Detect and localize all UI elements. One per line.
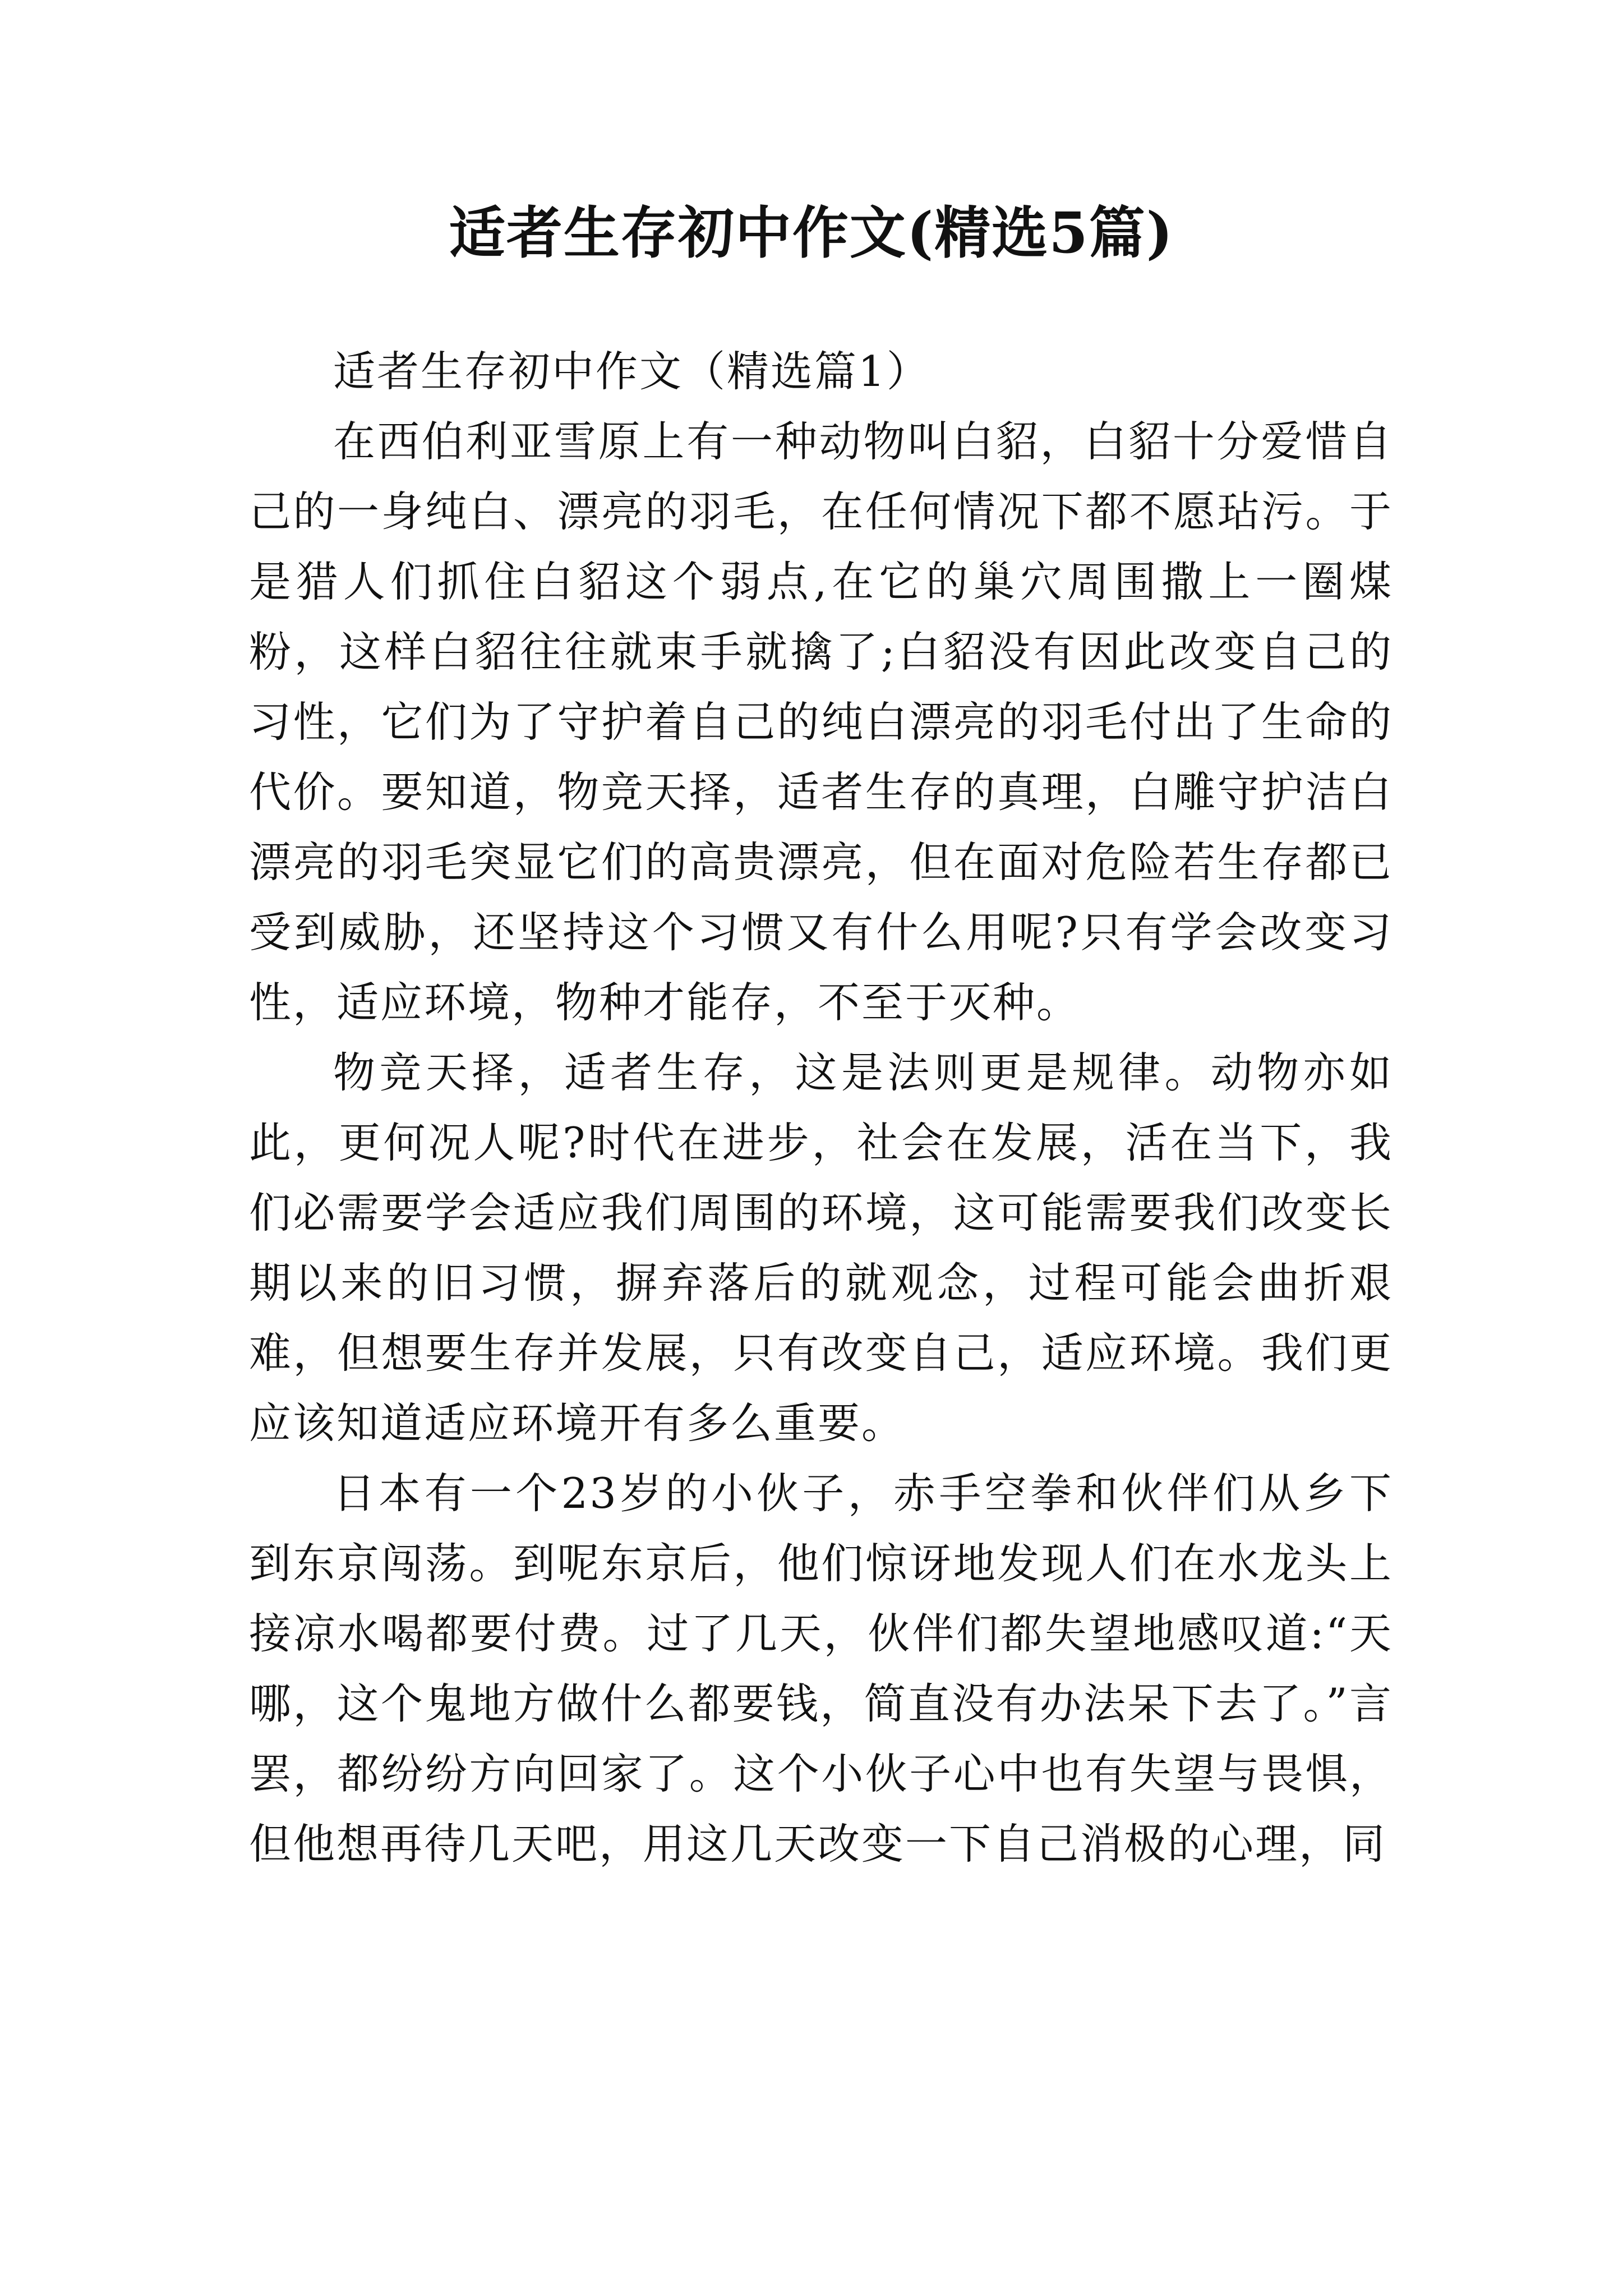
paragraph: 日本有一个23岁的小伙子，赤手空拳和伙伴们从乡下到东京闯荡。到呢东京后，他们惊讶地发现人们在水龙头上接凉水喝都要付费。过了几天，伙伴们都失望地感叹道:“天哪，这个鬼地方做什么都要钱，简直没有办法呆下去了。”言罢，都纷纷方向回家了。这个小伙子心中也有失望与畏惧，但他想再待几天吧，用这几天改变一下自己消极的心理，同 xyxy=(249,1469,1393,1869)
paragraph: 物竞天择，适者生存，这是法则更是规律。动物亦如此，更何况人呢?时代在进步，社会在发展，活在当下，我们必需要学会适应我们周围的环境，这可能需要我们改变长期以来的旧习惯，摒弃落后的就观念，过程可能会曲折艰难，但想要生存并发展，只有改变自己，适应环境。我们更应该知道适应环境开有多么重要。 xyxy=(249,1048,1393,1448)
section-heading: 适者生存初中作文（精选篇1） xyxy=(333,347,930,396)
document-body xyxy=(249,337,1393,1879)
paragraph: 在西伯利亚雪原上有一种动物叫白貂，白貂十分爱惜自己的一身纯白、漂亮的羽毛，在任何情况下都不愿玷污。于是猎人们抓住白貂这个弱点,在它的巢穴周围撒上一圈煤粉，这样白貂往往就束手就擒了;白貂没有因此改变自己的习性，它们为了守护着自己的纯白漂亮的羽毛付出了生命的代价。要知道，物竞天择，适者生存的真理，白雕守护洁白漂亮的羽毛突显它们的高贵漂亮，但在面对危险若生存都已受到威胁，还坚持这个习惯又有什么用呢?只有学会改变习性，适应环境，物种才能存，不至于灭种。 xyxy=(249,417,1393,1027)
document-title: 适者生存初中作文(精选5篇) xyxy=(449,200,1174,266)
